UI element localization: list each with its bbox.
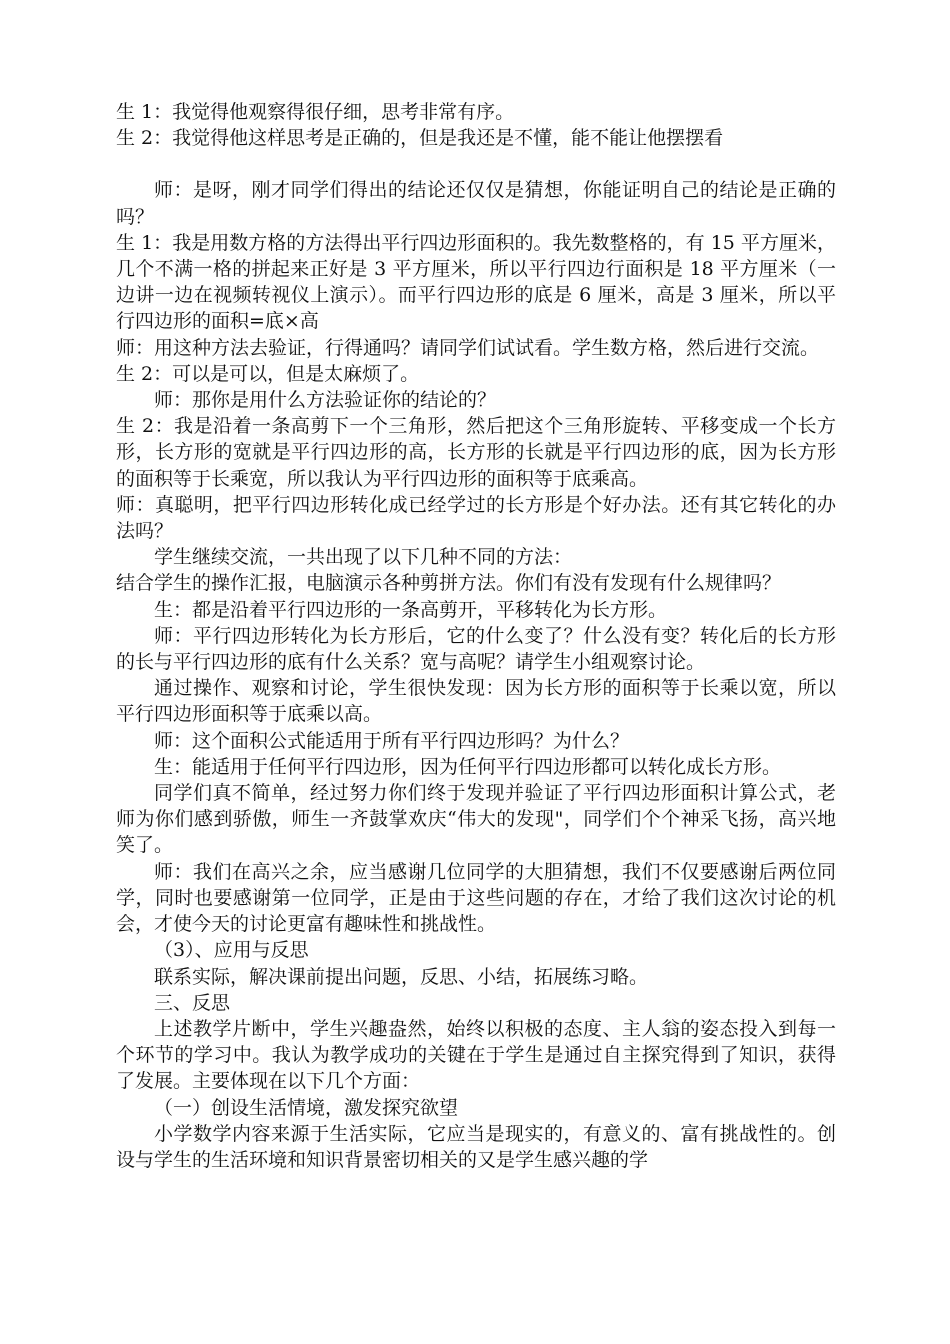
paragraph: 师：这个面积公式能适用于所有平行四边形吗？为什么？ xyxy=(154,729,630,752)
paragraph: 生 1：我是用数方格的方法得出平行四边形面积的。我先数整格的，有 15 平方厘米，几个不满一格的拼起来正好是 3 平方厘米，所以平行四边行面积是 18 平方厘米（一边讲一边在视频转视仪上演示）。而平行四边形的底是 6 厘米，高是 3 厘米，所以平行四边形的面积=底×高 xyxy=(116,231,836,333)
paragraph: 同学们真不简单，经过努力你们终于发现并验证了平行四边形面积计算公式，老师为你们感到骄傲，师生一齐鼓掌欢庆“伟大的发现"，同学们个个神采飞扬，高兴地笑了。 xyxy=(116,782,836,857)
paragraph: 师：用这种方法去验证，行得通吗？请同学们试试看。学生数方格，然后进行交流。 xyxy=(116,336,820,359)
paragraph: 结合学生的操作汇报，电脑演示各种剪拼方法。你们有没有发现有什么规律吗？ xyxy=(116,572,782,595)
paragraph: 师：我们在高兴之余，应当感谢几位同学的大胆猜想，我们不仅要感谢后两位同学，同时也要感谢第一位同学，正是由于这些问题的存在，才给了我们这次讨论的机会，才使今天的讨论更富有趣味性和挑战性。 xyxy=(116,860,836,936)
paragraph: 上述教学片断中，学生兴趣盎然，始终以积极的态度、主人翁的姿态投入到每一个环节的学习中。我认为教学成功的关键在于学生是通过自主探究得到了知识，获得了发展。主要体现在以下几个方面： xyxy=(116,1017,836,1093)
paragraph: 生：都是沿着平行四边形的一条高剪开，平移转化为长方形。 xyxy=(154,598,668,621)
paragraph: 生：能适用于任何平行四边形，因为任何平行四边形都可以转化成长方形。 xyxy=(154,755,782,778)
paragraph: 三、反思 xyxy=(154,991,231,1014)
paragraph: 师：那你是用什么方法验证你的结论的？ xyxy=(154,389,497,412)
paragraph: 生 2：可以是可以，但是太麻烦了。 xyxy=(116,362,420,385)
paragraph: 生 2：我觉得他这样思考是正确的，但是我还是不懂，能不能让他摆摆看 xyxy=(116,127,724,150)
paragraph: 小学数学内容来源于生活实际，它应当是现实的，有意义的、富有挑战性的。创设与学生的生活环境和知识背景密切相关的又是学生感兴趣的学 xyxy=(116,1122,836,1171)
document-body xyxy=(116,99,836,1173)
paragraph: 学生继续交流，一共出现了以下几种不同的方法： xyxy=(154,546,573,569)
paragraph: （一）创设生活情境，激发探究欲望 xyxy=(154,1096,459,1119)
paragraph: 通过操作、观察和讨论，学生很快发现：因为长方形的面积等于长乘以宽，所以平行四边形面积等于底乘以高。 xyxy=(116,677,836,726)
paragraph: 师：是呀，刚才同学们得出的结论还仅仅是猜想，你能证明自己的结论是正确的吗？ xyxy=(116,179,836,228)
paragraph: 生 2：我是沿着一条高剪下一个三角形，然后把这个三角形旋转、平移变成一个长方形，长方形的宽就是平行四边形的高，长方形的长就是平行四边形的底，因为长方形的面积等于长乘宽，所以我认为平行四边形的面积等于底乘高。 xyxy=(116,415,836,490)
paragraph: 联系实际，解决课前提出问题，反思、小结，拓展练习略。 xyxy=(154,965,649,988)
paragraph: 师：真聪明，把平行四边形转化成已经学过的长方形是个好办法。还有其它转化的办法吗？ xyxy=(116,493,836,543)
paragraph: 生 1：我觉得他观察得很仔细，思考非常有序。 xyxy=(116,101,515,123)
paragraph: 师：平行四边形转化为长方形后，它的什么变了？什么没有变？转化后的长方形的长与平行四边形的底有什么关系？宽与高呢？请学生小组观察讨论。 xyxy=(116,624,836,674)
blank-line xyxy=(116,151,836,177)
paragraph: （3）、应用与反思 xyxy=(154,939,309,962)
